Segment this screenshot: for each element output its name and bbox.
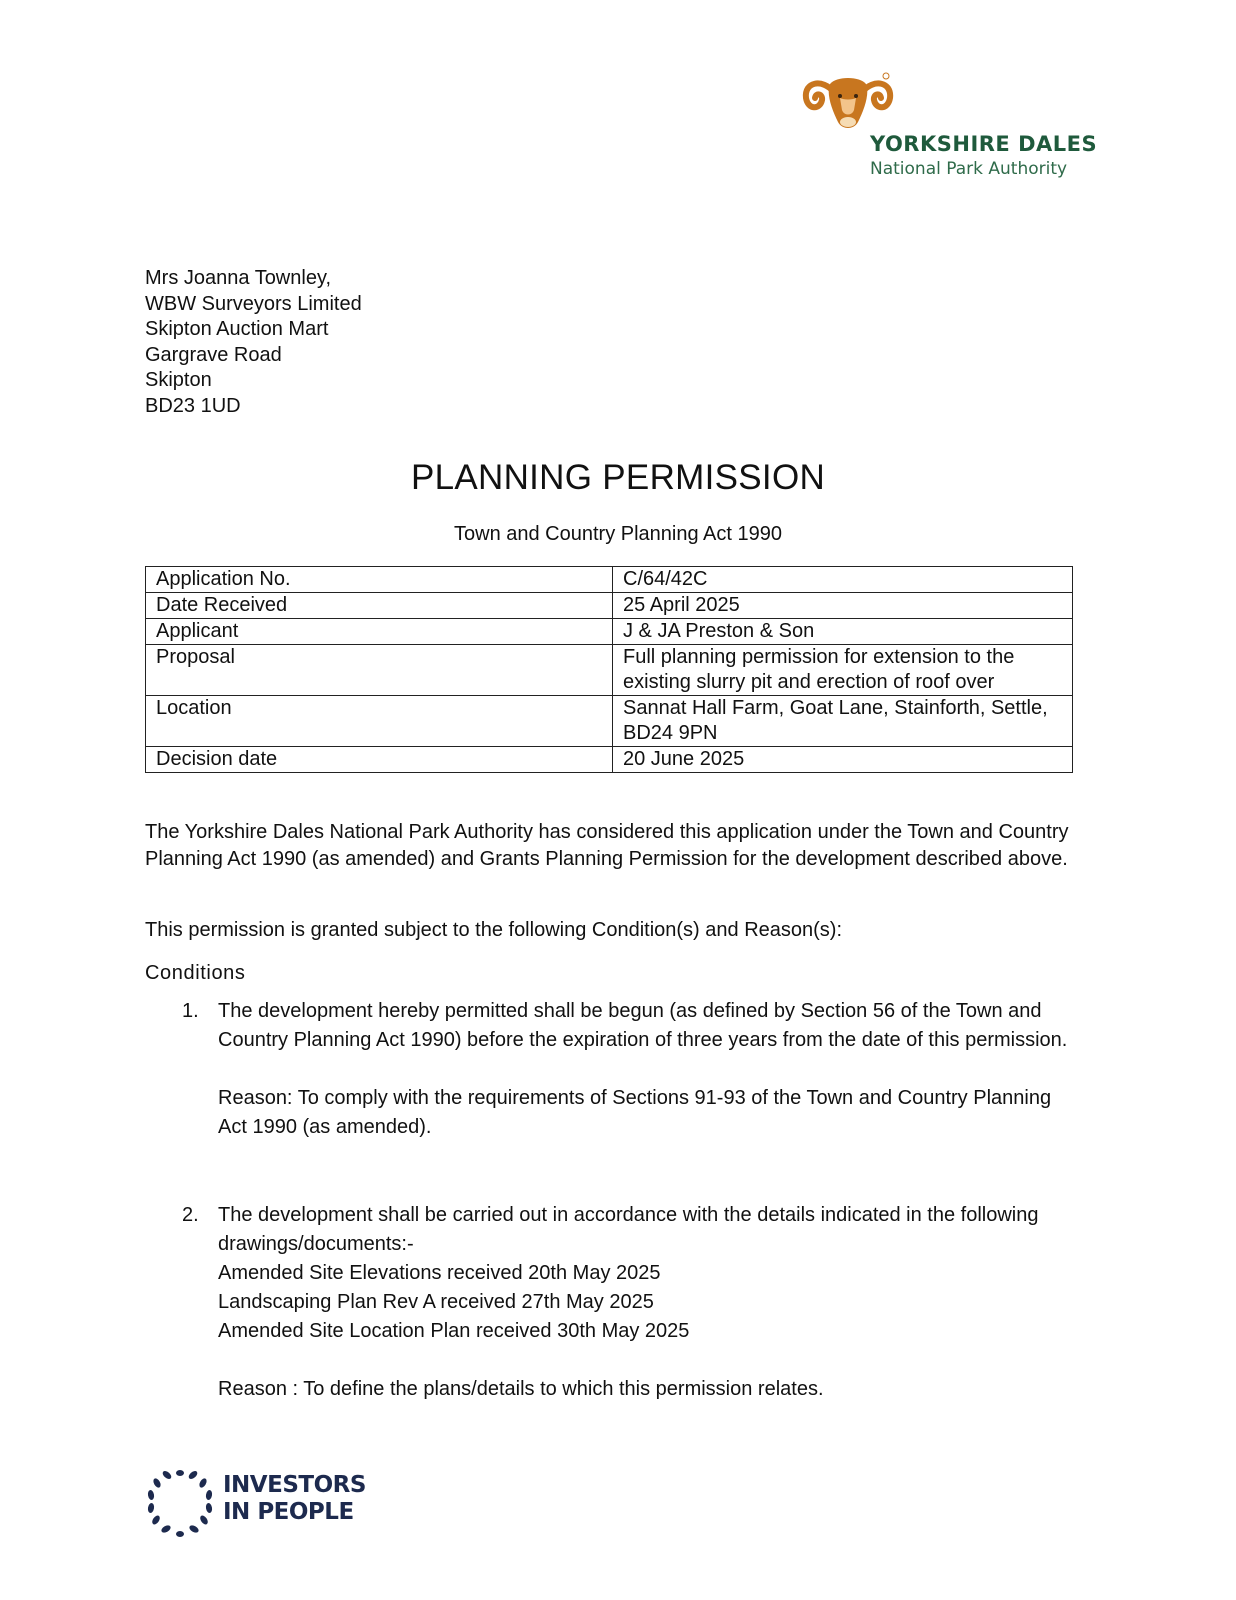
detail-label: Date Received	[146, 593, 613, 619]
ydnpa-logo-subtitle: National Park Authority	[870, 159, 1068, 179]
table-row	[146, 619, 1073, 645]
iip-line: IN PEOPLE	[223, 1499, 354, 1525]
detail-value: C/64/42C	[613, 567, 1073, 593]
approved-document: Amended Site Elevations received 20th May 2025	[218, 1262, 661, 1284]
detail-label: Application No.	[146, 567, 613, 593]
table-row	[146, 747, 1073, 773]
address-line: Gargrave Road	[145, 343, 282, 366]
detail-label: Decision date	[146, 747, 613, 773]
condition-reason: Reason: To comply with the requirements of Sections 91-93 of the Town and Country Planning Act 1990 (as amended).	[218, 1087, 1052, 1138]
decision-paragraph: The Yorkshire Dales National Park Authority has considered this application under the Town and Country Planning Act 1990 (as amended) and Grants Planning Permission for the development described above.	[145, 821, 1069, 870]
ydnpa-logo	[800, 70, 1098, 185]
document-subtitle: Town and Country Planning Act 1990	[454, 523, 782, 545]
document-title: PLANNING PERMISSION	[410, 458, 826, 497]
condition-number: 2.	[182, 1204, 199, 1226]
conditions-intro: This permission is granted subject to the following Condition(s) and Reason(s):	[145, 919, 843, 941]
address-line: Mrs Joanna Townley,	[145, 267, 332, 289]
detail-value: Full planning permission for extension to the existing slurry pit and erection of roof over	[613, 645, 1073, 696]
detail-label: Applicant	[146, 619, 613, 645]
table-row	[146, 567, 1073, 593]
table-row	[146, 593, 1073, 619]
condition-reason: Reason : To define the plans/details to which this permission relates.	[218, 1378, 824, 1400]
table-row	[146, 645, 1073, 696]
conditions-heading: Conditions	[145, 962, 246, 984]
address-line: WBW Surveyors Limited	[145, 292, 362, 315]
recipient-address	[145, 266, 362, 419]
investors-in-people-logo	[145, 1468, 365, 1538]
condition-text: The development hereby permitted shall be begun (as defined by Section 56 of the Town and Country Planning Act 1990) before the expiration of three years from the date of this permission.	[218, 1000, 1068, 1051]
laurel-wreath-icon	[145, 1468, 215, 1538]
condition-text: The development shall be carried out in accordance with the details indicated in the following drawings/documents:-	[218, 1204, 1039, 1255]
detail-label: Proposal	[146, 645, 613, 696]
detail-value: 25 April 2025	[613, 593, 1073, 619]
address-line: Skipton	[145, 369, 212, 391]
condition-number: 1.	[182, 1000, 199, 1022]
investors-in-people-text	[223, 1472, 366, 1526]
application-details-table	[145, 566, 1073, 773]
detail-value: 20 June 2025	[613, 747, 1073, 773]
detail-value: J & JA Preston & Son	[613, 619, 1073, 645]
approved-document: Landscaping Plan Rev A received 27th May 2025	[218, 1291, 654, 1313]
iip-line: INVESTORS	[223, 1472, 366, 1498]
table-row	[146, 696, 1073, 747]
detail-value: Sannat Hall Farm, Goat Lane, Stainforth, Settle, BD24 9PN	[613, 696, 1073, 747]
approved-document: Amended Site Location Plan received 30th May 2025	[218, 1320, 690, 1342]
detail-label: Location	[146, 696, 613, 747]
address-line: Skipton Auction Mart	[145, 318, 329, 340]
ydnpa-logo-title: YORKSHIRE DALES	[870, 132, 1098, 156]
address-line: BD23 1UD	[145, 394, 241, 417]
ram-head-icon	[800, 70, 896, 136]
